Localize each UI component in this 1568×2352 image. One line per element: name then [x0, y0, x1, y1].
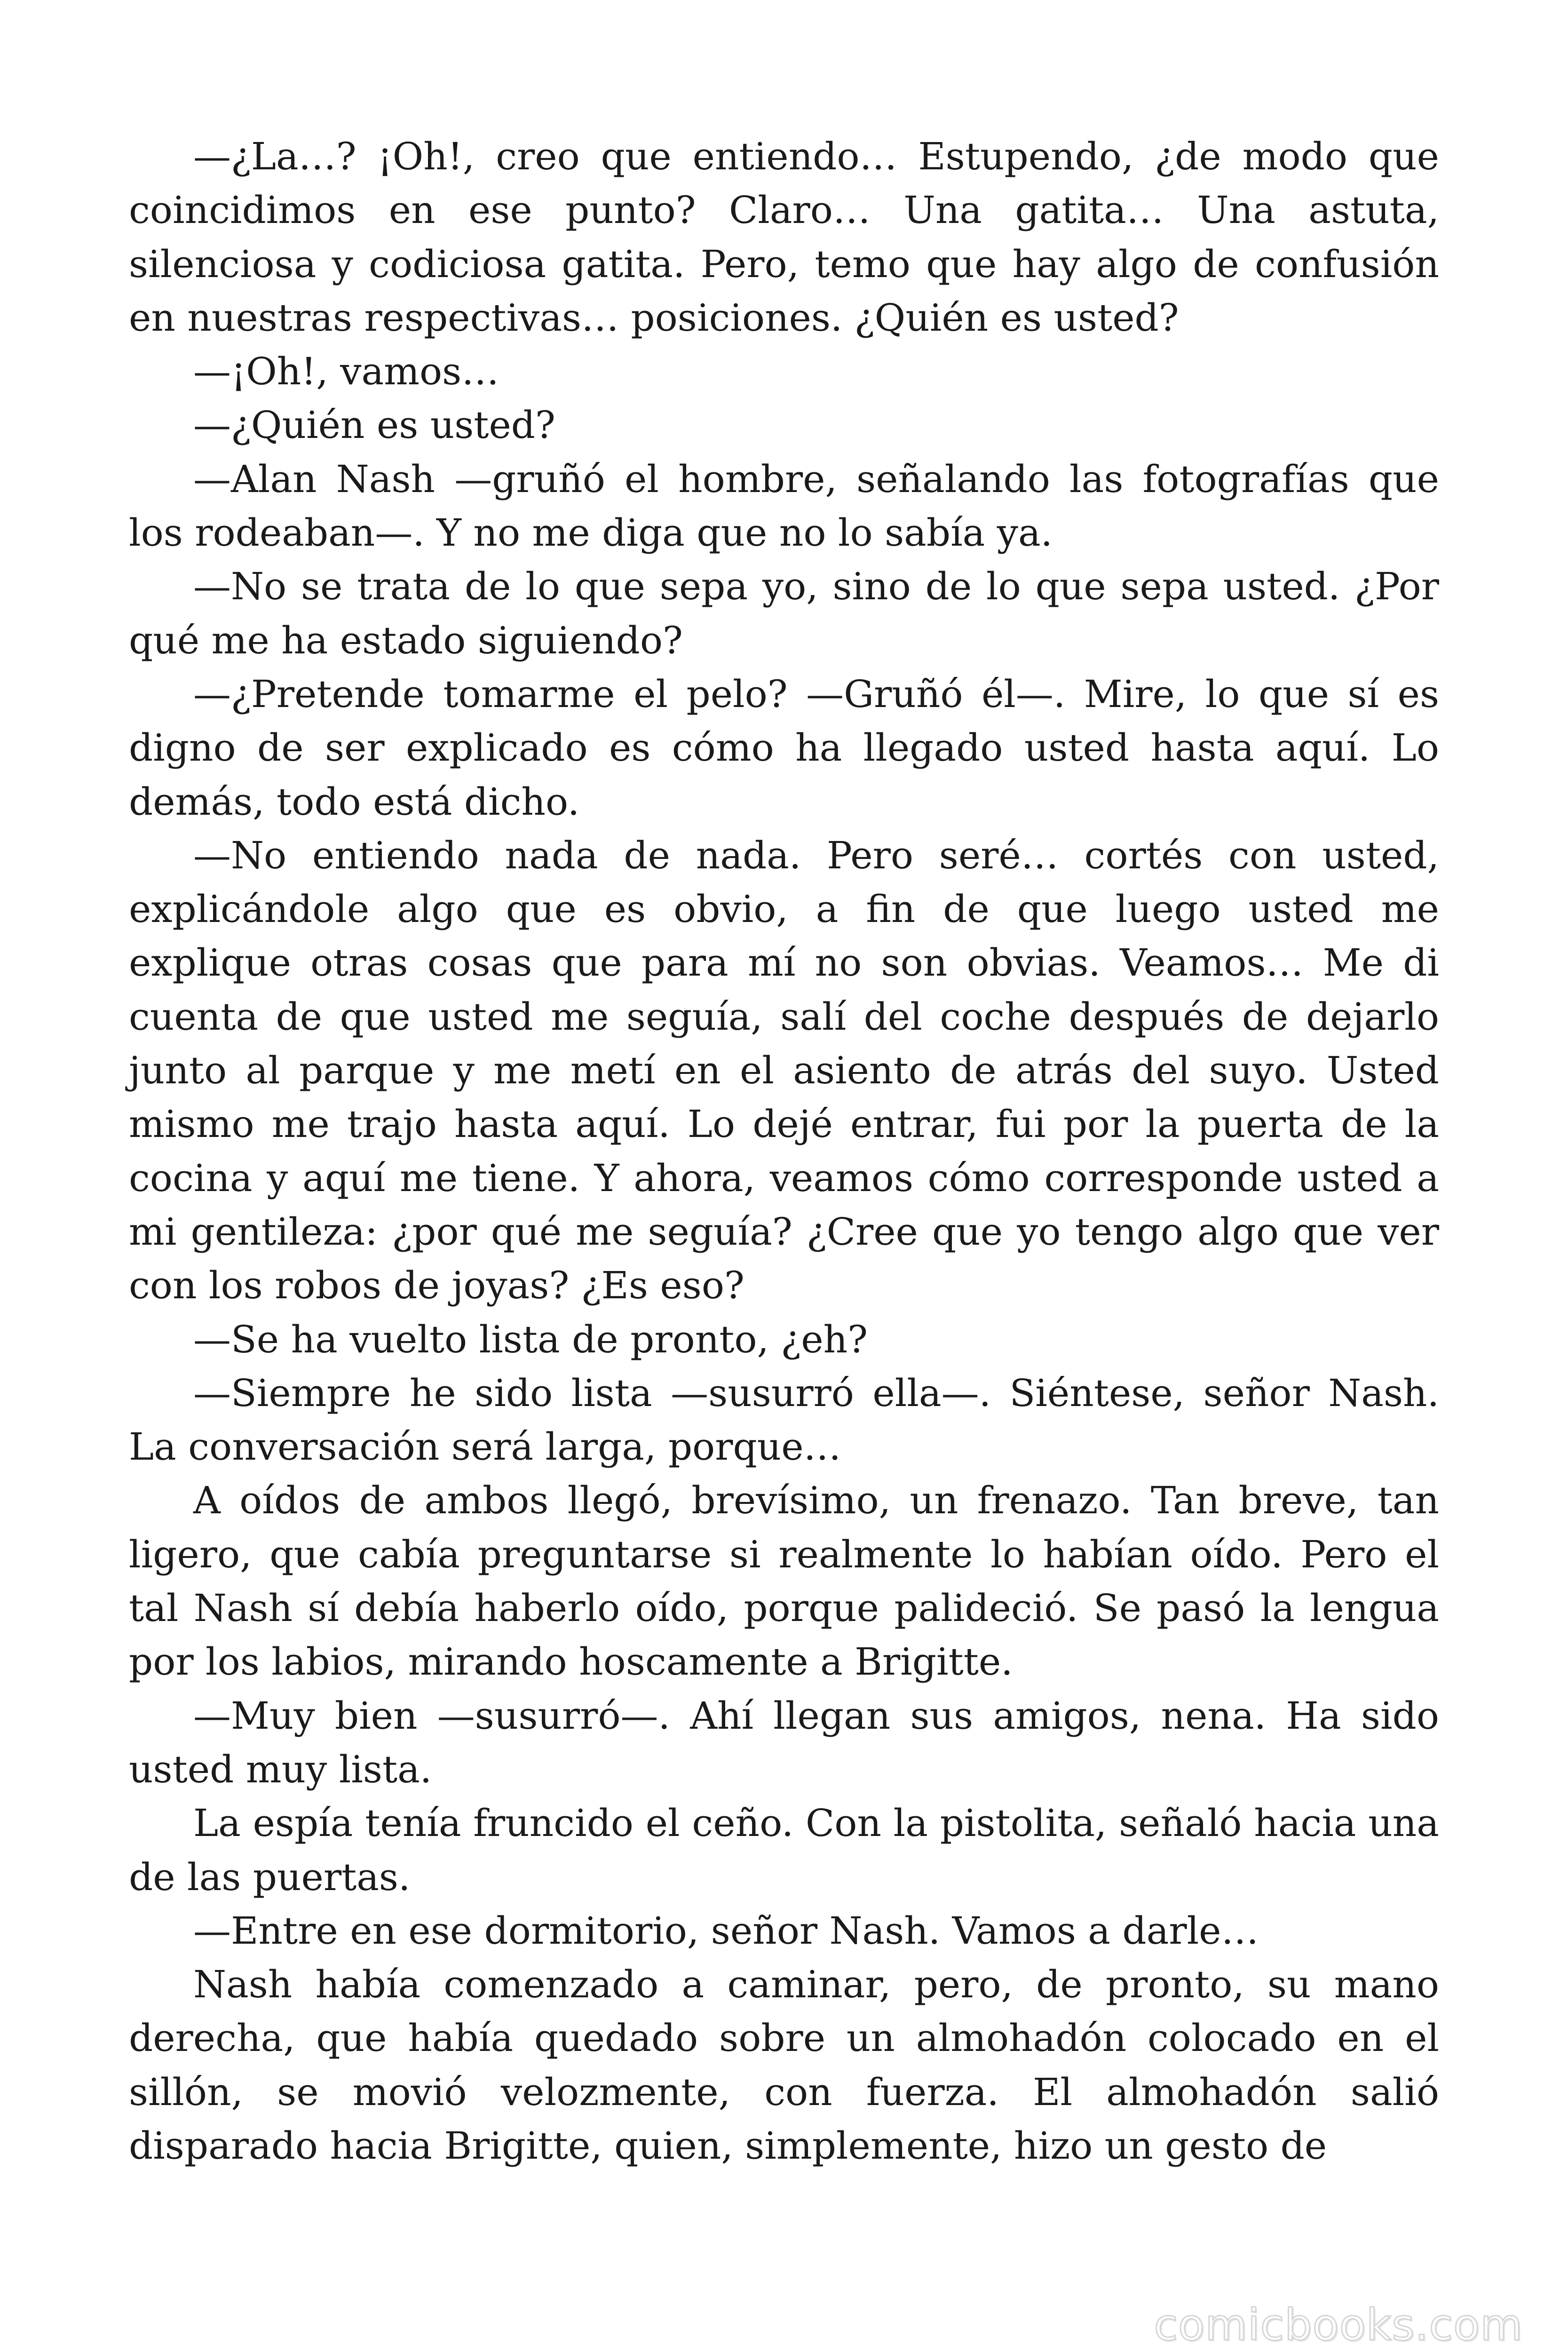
- paragraph: Nash había comenzado a caminar, pero, de pronto, su mano derecha, que había quedado sobre un almohadón colocado en el sillón, se movió velozmente, con fuerza. El almohadón salió disparado hacia Brigitte, quien, simplemente, hizo un gesto de: [129, 1963, 1439, 2168]
- paragraph: —¡Oh!, vamos…: [193, 350, 499, 394]
- paragraph: —¿La…? ¡Oh!, creo que entiendo… Estupendo, ¿de modo que coincidimos en ese punto? Claro… Una gatita… Una astuta, silenciosa y codiciosa gatita. Pero, temo que hay algo de confusión en nuestras respectivas… posiciones. ¿Quién es usted?: [129, 135, 1439, 340]
- paragraph: —Siempre he sido lista —susurró ella—. Siéntese, señor Nash. La conversación será larga, porque…: [129, 1371, 1439, 1469]
- paragraph: La espía tenía fruncido el ceño. Con la pistolita, señaló hacia una de las puertas.: [129, 1801, 1439, 1899]
- paragraph: —No entiendo nada de nada. Pero seré… cortés con usted, explicándole algo que es obvio, a fin de que luego usted me explique otras cosas que para mí no son obvias. Veamos… Me di cuenta de que usted me seguía, salí del coche después de dejarlo junto al parque y me metí en el asiento de atrás del suyo. Usted mismo me trajo hasta aquí. Lo dejé entrar, fui por la puerta de la cocina y aquí me tiene. Y ahora, veamos cómo corresponde usted a mi gentileza: ¿por qué me seguía? ¿Cree que yo tengo algo que ver con los robos de joyas? ¿Es eso?: [129, 833, 1439, 1308]
- text-body: [129, 130, 1439, 2173]
- paragraph: —Entre en ese dormitorio, señor Nash. Vamos a darle…: [193, 1908, 1259, 1953]
- watermark-text: comicbooks.com: [1154, 2300, 1523, 2350]
- paragraph: —Muy bien —susurró—. Ahí llegan sus amigos, nena. Ha sido usted muy lista.: [129, 1693, 1439, 1791]
- paragraph: —Se ha vuelto lista de pronto, ¿eh?: [193, 1317, 868, 1361]
- paragraph: —No se trata de lo que sepa yo, sino de lo que sepa usted. ¿Por qué me ha estado siguiendo?: [129, 564, 1439, 662]
- paragraph: —¿Pretende tomarme el pelo? —Gruñó él—. Mire, lo que sí es digno de ser explicado es cómo ha llegado usted hasta aquí. Lo demás, todo está dicho.: [129, 672, 1439, 824]
- paragraph: —Alan Nash —gruñó el hombre, señalando las fotografías que los rodeaban—. Y no me diga que no lo sabía ya.: [129, 457, 1439, 555]
- paragraph: —¿Quién es usted?: [193, 403, 555, 447]
- paragraph: A oídos de ambos llegó, brevísimo, un frenazo. Tan breve, tan ligero, que cabía preguntarse si realmente lo habían oído. Pero el tal Nash sí debía haberlo oído, porque palideció. Se pasó la lengua por los labios, mirando hoscamente a Brigitte.: [129, 1478, 1439, 1684]
